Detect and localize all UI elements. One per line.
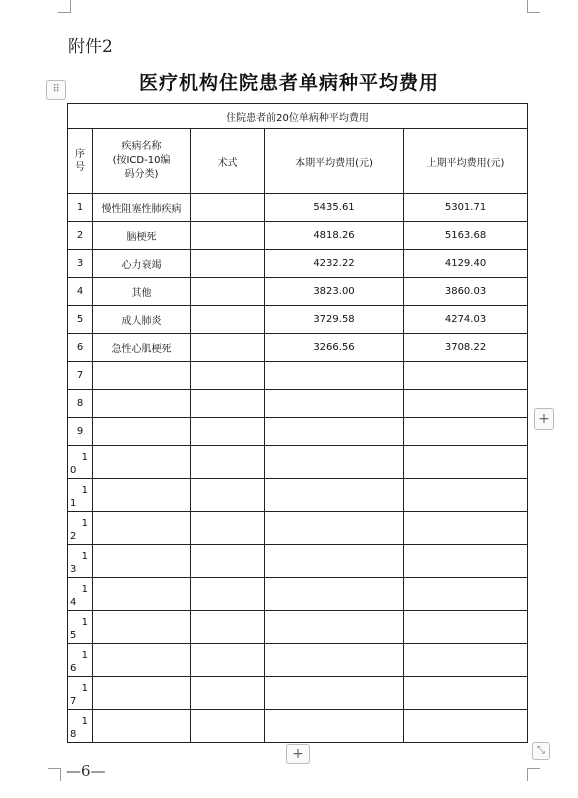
row-procedure[interactable] bbox=[191, 677, 265, 710]
row-current-fee[interactable]: 4232.22 bbox=[265, 250, 404, 278]
row-disease[interactable] bbox=[93, 545, 191, 578]
row-previous-fee[interactable] bbox=[404, 362, 528, 390]
row-procedure[interactable] bbox=[191, 222, 265, 250]
attachment-label: 附件2 bbox=[68, 37, 113, 57]
row-disease[interactable]: 慢性阻塞性肺疾病 bbox=[93, 194, 191, 222]
row-disease[interactable] bbox=[93, 512, 191, 545]
row-disease[interactable]: 成人肺炎 bbox=[93, 306, 191, 334]
row-current-fee[interactable] bbox=[265, 390, 404, 418]
row-disease[interactable] bbox=[93, 362, 191, 390]
add-row-plus-icon[interactable]: + bbox=[286, 744, 310, 764]
row-previous-fee[interactable]: 4274.03 bbox=[404, 306, 528, 334]
header-disease-line2: (按ICD-10编 bbox=[112, 155, 171, 166]
row-previous-fee[interactable] bbox=[404, 710, 528, 743]
row-current-fee[interactable]: 3266.56 bbox=[265, 334, 404, 362]
page-corner-mark bbox=[527, 0, 540, 13]
table-row bbox=[68, 611, 528, 644]
row-disease[interactable] bbox=[93, 710, 191, 743]
header-seq-line1: 序 bbox=[75, 149, 85, 160]
row-current-fee[interactable]: 3823.00 bbox=[265, 278, 404, 306]
row-procedure[interactable] bbox=[191, 578, 265, 611]
resize-icon[interactable]: ⤡ bbox=[532, 742, 550, 760]
header-previous-fee[interactable]: 上期平均费用(元) bbox=[404, 129, 528, 194]
header-current-fee[interactable]: 本期平均费用(元) bbox=[265, 129, 404, 194]
row-disease[interactable]: 脑梗死 bbox=[93, 222, 191, 250]
row-procedure[interactable] bbox=[191, 390, 265, 418]
row-seq[interactable] bbox=[68, 446, 93, 479]
table-row bbox=[68, 250, 528, 278]
seq-top-digit: 1 bbox=[81, 617, 88, 628]
row-previous-fee[interactable] bbox=[404, 390, 528, 418]
seq-top-digit: 1 bbox=[81, 518, 88, 529]
row-previous-fee[interactable] bbox=[404, 677, 528, 710]
row-disease[interactable] bbox=[93, 446, 191, 479]
page-corner-mark bbox=[58, 0, 71, 13]
row-seq[interactable]: 3 bbox=[68, 250, 93, 278]
page-number: —6— bbox=[66, 762, 106, 780]
row-current-fee[interactable] bbox=[265, 644, 404, 677]
move-handle-icon[interactable]: ⠿ bbox=[46, 80, 66, 100]
row-seq[interactable] bbox=[68, 677, 93, 710]
row-procedure[interactable] bbox=[191, 512, 265, 545]
seq-top-digit: 1 bbox=[81, 716, 88, 727]
row-seq[interactable]: 4 bbox=[68, 278, 93, 306]
row-current-fee[interactable]: 5435.61 bbox=[265, 194, 404, 222]
table-row bbox=[68, 278, 528, 306]
row-previous-fee[interactable]: 5301.71 bbox=[404, 194, 528, 222]
table-row bbox=[68, 578, 528, 611]
seq-bottom-digit: 7 bbox=[70, 696, 77, 707]
seq-top-digit: 1 bbox=[81, 551, 88, 562]
seq-top-digit: 1 bbox=[81, 683, 88, 694]
row-previous-fee[interactable]: 3708.22 bbox=[404, 334, 528, 362]
table-row bbox=[68, 418, 528, 446]
header-procedure[interactable]: 术式 bbox=[191, 129, 265, 194]
row-disease[interactable]: 其他 bbox=[93, 278, 191, 306]
row-current-fee[interactable] bbox=[265, 418, 404, 446]
table-row bbox=[68, 306, 528, 334]
row-current-fee[interactable]: 4818.26 bbox=[265, 222, 404, 250]
row-procedure[interactable] bbox=[191, 479, 265, 512]
table-row bbox=[68, 479, 528, 512]
row-disease[interactable] bbox=[93, 644, 191, 677]
seq-bottom-digit: 1 bbox=[70, 498, 77, 509]
row-current-fee[interactable] bbox=[265, 578, 404, 611]
row-previous-fee[interactable] bbox=[404, 479, 528, 512]
row-procedure[interactable] bbox=[191, 250, 265, 278]
table-row bbox=[68, 512, 528, 545]
table-row bbox=[68, 362, 528, 390]
row-seq[interactable]: 9 bbox=[68, 418, 93, 446]
seq-top-digit: 1 bbox=[81, 452, 88, 463]
row-seq[interactable] bbox=[68, 479, 93, 512]
row-seq[interactable]: 6 bbox=[68, 334, 93, 362]
row-seq[interactable]: 8 bbox=[68, 390, 93, 418]
row-seq[interactable] bbox=[68, 710, 93, 743]
page-corner-mark bbox=[48, 768, 61, 781]
row-previous-fee[interactable]: 4129.40 bbox=[404, 250, 528, 278]
row-previous-fee[interactable]: 3860.03 bbox=[404, 278, 528, 306]
row-seq[interactable] bbox=[68, 578, 93, 611]
row-current-fee[interactable] bbox=[265, 362, 404, 390]
row-current-fee[interactable]: 3729.58 bbox=[265, 306, 404, 334]
row-seq[interactable] bbox=[68, 611, 93, 644]
row-procedure[interactable] bbox=[191, 418, 265, 446]
row-seq[interactable]: 2 bbox=[68, 222, 93, 250]
header-seq-line2: 号 bbox=[75, 162, 85, 173]
table-row bbox=[68, 194, 528, 222]
document-title: 医疗机构住院患者单病种平均费用 bbox=[138, 72, 439, 94]
row-previous-fee[interactable] bbox=[404, 611, 528, 644]
row-seq[interactable] bbox=[68, 512, 93, 545]
row-seq[interactable] bbox=[68, 545, 93, 578]
seq-bottom-digit: 3 bbox=[70, 564, 77, 575]
row-procedure[interactable] bbox=[191, 446, 265, 479]
page-corner-mark bbox=[527, 768, 540, 781]
table-row bbox=[68, 710, 528, 743]
row-procedure[interactable] bbox=[191, 334, 265, 362]
row-procedure[interactable] bbox=[191, 306, 265, 334]
row-previous-fee[interactable] bbox=[404, 446, 528, 479]
row-disease[interactable] bbox=[93, 479, 191, 512]
row-procedure[interactable] bbox=[191, 611, 265, 644]
table-row bbox=[68, 545, 528, 578]
row-procedure[interactable] bbox=[191, 644, 265, 677]
row-procedure[interactable] bbox=[191, 710, 265, 743]
seq-bottom-digit: 2 bbox=[70, 531, 77, 542]
row-previous-fee[interactable] bbox=[404, 512, 528, 545]
row-procedure[interactable] bbox=[191, 194, 265, 222]
row-current-fee[interactable] bbox=[265, 479, 404, 512]
header-seq[interactable] bbox=[68, 129, 93, 194]
row-seq[interactable]: 5 bbox=[68, 306, 93, 334]
row-current-fee[interactable] bbox=[265, 710, 404, 743]
seq-bottom-digit: 5 bbox=[70, 630, 77, 641]
row-disease[interactable] bbox=[93, 611, 191, 644]
row-procedure[interactable] bbox=[191, 545, 265, 578]
row-disease[interactable]: 急性心肌梗死 bbox=[93, 334, 191, 362]
row-previous-fee[interactable] bbox=[404, 578, 528, 611]
table-row bbox=[68, 334, 528, 362]
row-disease[interactable] bbox=[93, 677, 191, 710]
table-row bbox=[68, 222, 528, 250]
row-disease[interactable]: 心力衰竭 bbox=[93, 250, 191, 278]
seq-bottom-digit: 0 bbox=[70, 465, 77, 476]
seq-top-digit: 1 bbox=[81, 650, 88, 661]
seq-bottom-digit: 8 bbox=[70, 729, 77, 740]
row-procedure[interactable] bbox=[191, 362, 265, 390]
seq-bottom-digit: 6 bbox=[70, 663, 77, 674]
row-current-fee[interactable] bbox=[265, 512, 404, 545]
row-disease[interactable] bbox=[93, 418, 191, 446]
header-disease-line3: 码分类) bbox=[124, 169, 159, 180]
table-caption[interactable]: 住院患者前20位单病种平均费用 bbox=[68, 104, 528, 129]
row-disease[interactable] bbox=[93, 390, 191, 418]
row-current-fee[interactable] bbox=[265, 446, 404, 479]
row-previous-fee[interactable] bbox=[404, 545, 528, 578]
row-seq[interactable]: 1 bbox=[68, 194, 93, 222]
seq-top-digit: 1 bbox=[81, 584, 88, 595]
row-seq[interactable]: 7 bbox=[68, 362, 93, 390]
row-current-fee[interactable] bbox=[265, 611, 404, 644]
row-seq[interactable] bbox=[68, 644, 93, 677]
fee-table bbox=[67, 103, 528, 743]
table-row bbox=[68, 644, 528, 677]
seq-top-digit: 1 bbox=[81, 485, 88, 496]
table-row bbox=[68, 446, 528, 479]
header-disease[interactable] bbox=[93, 129, 191, 194]
add-column-plus-icon[interactable]: + bbox=[534, 408, 554, 430]
row-current-fee[interactable] bbox=[265, 677, 404, 710]
row-current-fee[interactable] bbox=[265, 545, 404, 578]
row-previous-fee[interactable] bbox=[404, 418, 528, 446]
table-row bbox=[68, 390, 528, 418]
header-disease-line1: 疾病名称 bbox=[121, 141, 162, 152]
row-previous-fee[interactable] bbox=[404, 644, 528, 677]
row-procedure[interactable] bbox=[191, 278, 265, 306]
table-row bbox=[68, 677, 528, 710]
row-disease[interactable] bbox=[93, 578, 191, 611]
row-previous-fee[interactable]: 5163.68 bbox=[404, 222, 528, 250]
seq-bottom-digit: 4 bbox=[70, 597, 77, 608]
